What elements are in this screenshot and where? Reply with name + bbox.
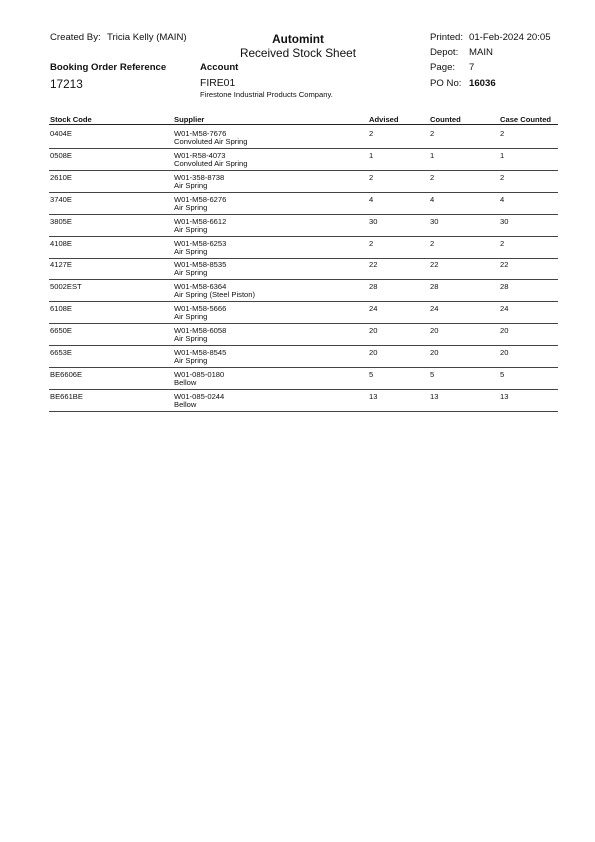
table-row: [0, 280, 595, 302]
advised-cell: 4: [369, 194, 374, 204]
counted-cell: 28: [430, 282, 439, 292]
counted-cell: 22: [430, 260, 439, 270]
stock-code-cell: 6108E: [50, 304, 72, 314]
advised-cell: 2: [369, 238, 374, 248]
account-name: Firestone Industrial Products Company.: [200, 90, 333, 99]
advised-cell: 5: [369, 369, 374, 379]
item-description-cell: Air Spring: [174, 334, 208, 344]
col-header-counted: Counted: [430, 115, 461, 124]
table-row: [0, 237, 595, 259]
item-description-cell: Bellow: [174, 399, 197, 409]
table-row: [0, 346, 595, 368]
counted-cell: 2: [430, 238, 435, 248]
table-row: [0, 127, 595, 149]
case-counted-cell: 30: [500, 216, 509, 226]
stock-code-cell: 6650E: [50, 326, 72, 336]
row-divider: [49, 411, 558, 412]
depot-label: Depot:: [430, 47, 459, 58]
advised-cell: 22: [369, 260, 378, 270]
supplier-code-cell: W01-R58-4073: [174, 150, 226, 160]
table-row: [0, 302, 595, 324]
case-counted-cell: 28: [500, 282, 509, 292]
col-header-advised: Advised: [369, 115, 399, 124]
created-by-value: Tricia Kelly (MAIN): [107, 32, 187, 43]
stock-code-cell: BE661BE: [50, 391, 83, 401]
printed-label: Printed:: [430, 32, 464, 43]
item-description-cell: Air Spring: [174, 246, 208, 256]
stock-code-cell: 3740E: [50, 194, 72, 204]
case-counted-cell: 1: [500, 150, 505, 160]
account-label: Account: [200, 62, 239, 73]
po-number: 16036: [469, 78, 496, 89]
col-header-stock-code: Stock Code: [50, 115, 92, 124]
item-description-cell: Air Spring: [174, 180, 208, 190]
stock-code-cell: 4127E: [50, 260, 72, 270]
page-number: 7: [469, 62, 475, 73]
col-header-case-counted: Case Counted: [500, 115, 552, 124]
stock-code-cell: 0404E: [50, 129, 72, 138]
counted-cell: 5: [430, 369, 435, 379]
item-description-cell: Air Spring: [174, 268, 208, 278]
stock-code-cell: 5002EST: [50, 282, 82, 292]
advised-cell: 2: [369, 172, 374, 182]
item-description-cell: Air Spring: [174, 312, 208, 322]
item-description-cell: Convoluted Air Spring: [174, 158, 248, 168]
counted-cell: 20: [430, 326, 439, 336]
stock-code-cell: 2610E: [50, 172, 72, 182]
table-row: [0, 193, 595, 215]
table-row: [0, 171, 595, 193]
stock-code-cell: 3805E: [50, 216, 72, 226]
supplier-code-cell: W01-M58-6058: [174, 326, 227, 336]
advised-cell: 13: [369, 391, 378, 401]
case-counted-cell: 4: [500, 194, 505, 204]
supplier-code-cell: W01-M58-6612: [174, 216, 227, 226]
company-name: Automint: [272, 32, 324, 46]
supplier-code-cell: W01-M58-6364: [174, 282, 227, 292]
counted-cell: 2: [430, 172, 435, 182]
supplier-code-cell: W01-M58-7676: [174, 129, 227, 138]
case-counted-cell: 5: [500, 369, 505, 379]
table-row: [0, 258, 595, 280]
advised-cell: 20: [369, 348, 378, 357]
case-counted-cell: 24: [500, 304, 509, 314]
supplier-code-cell: W01-M58-8545: [174, 348, 227, 357]
counted-cell: 20: [430, 348, 439, 357]
counted-cell: 2: [430, 129, 435, 138]
supplier-code-cell: W01-M58-8535: [174, 260, 227, 270]
item-description-cell: Air Spring: [174, 202, 208, 212]
advised-cell: 1: [369, 150, 374, 160]
item-description-cell: Air Spring (Steel Piston): [174, 290, 256, 300]
table-row: [0, 215, 595, 237]
item-description-cell: Air Spring: [174, 356, 208, 365]
col-header-supplier: Supplier: [174, 115, 205, 124]
advised-cell: 24: [369, 304, 378, 314]
case-counted-cell: 2: [500, 172, 505, 182]
table-row: [0, 390, 595, 412]
stock-code-cell: 4108E: [50, 238, 72, 248]
report-title: Received Stock Sheet: [239, 46, 357, 60]
supplier-code-cell: W01-085-0180: [174, 369, 225, 379]
case-counted-cell: 13: [500, 391, 509, 401]
stock-code-cell: 6653E: [50, 348, 72, 357]
counted-cell: 30: [430, 216, 439, 226]
case-counted-cell: 2: [500, 129, 505, 138]
supplier-code-cell: W01-M58-6276: [174, 194, 227, 204]
advised-cell: 20: [369, 326, 378, 336]
depot-value: MAIN: [469, 47, 493, 58]
po-label: PO No:: [430, 78, 462, 89]
case-counted-cell: 20: [500, 326, 509, 336]
supplier-code-cell: W01-M58-6253: [174, 238, 227, 248]
supplier-code-cell: W01-085-0244: [174, 391, 225, 401]
stock-code-cell: 0508E: [50, 150, 72, 160]
item-description-cell: Air Spring: [174, 224, 208, 234]
booking-ref-label: Booking Order Reference: [50, 62, 167, 73]
case-counted-cell: 20: [500, 348, 509, 357]
item-description-cell: Bellow: [174, 377, 197, 387]
counted-cell: 13: [430, 391, 439, 401]
counted-cell: 1: [430, 150, 435, 160]
booking-ref-value: 17213: [50, 77, 83, 91]
page-label: Page:: [430, 62, 456, 73]
table-row: [0, 368, 595, 390]
counted-cell: 24: [430, 304, 439, 314]
advised-cell: 2: [369, 129, 374, 138]
counted-cell: 4: [430, 194, 435, 204]
advised-cell: 28: [369, 282, 378, 292]
advised-cell: 30: [369, 216, 378, 226]
stock-code-cell: BE6606E: [50, 369, 83, 379]
case-counted-cell: 2: [500, 238, 505, 248]
created-by-label: Created By:: [50, 32, 101, 43]
table-row: [0, 324, 595, 346]
printed-value: 01-Feb-2024 20:05: [469, 32, 551, 43]
item-description-cell: Convoluted Air Spring: [174, 137, 248, 146]
supplier-code-cell: W01-M58-5666: [174, 304, 227, 314]
case-counted-cell: 22: [500, 260, 509, 270]
table-row: [0, 149, 595, 171]
supplier-code-cell: W01-358-8738: [174, 172, 225, 182]
account-code: FIRE01: [200, 78, 236, 89]
